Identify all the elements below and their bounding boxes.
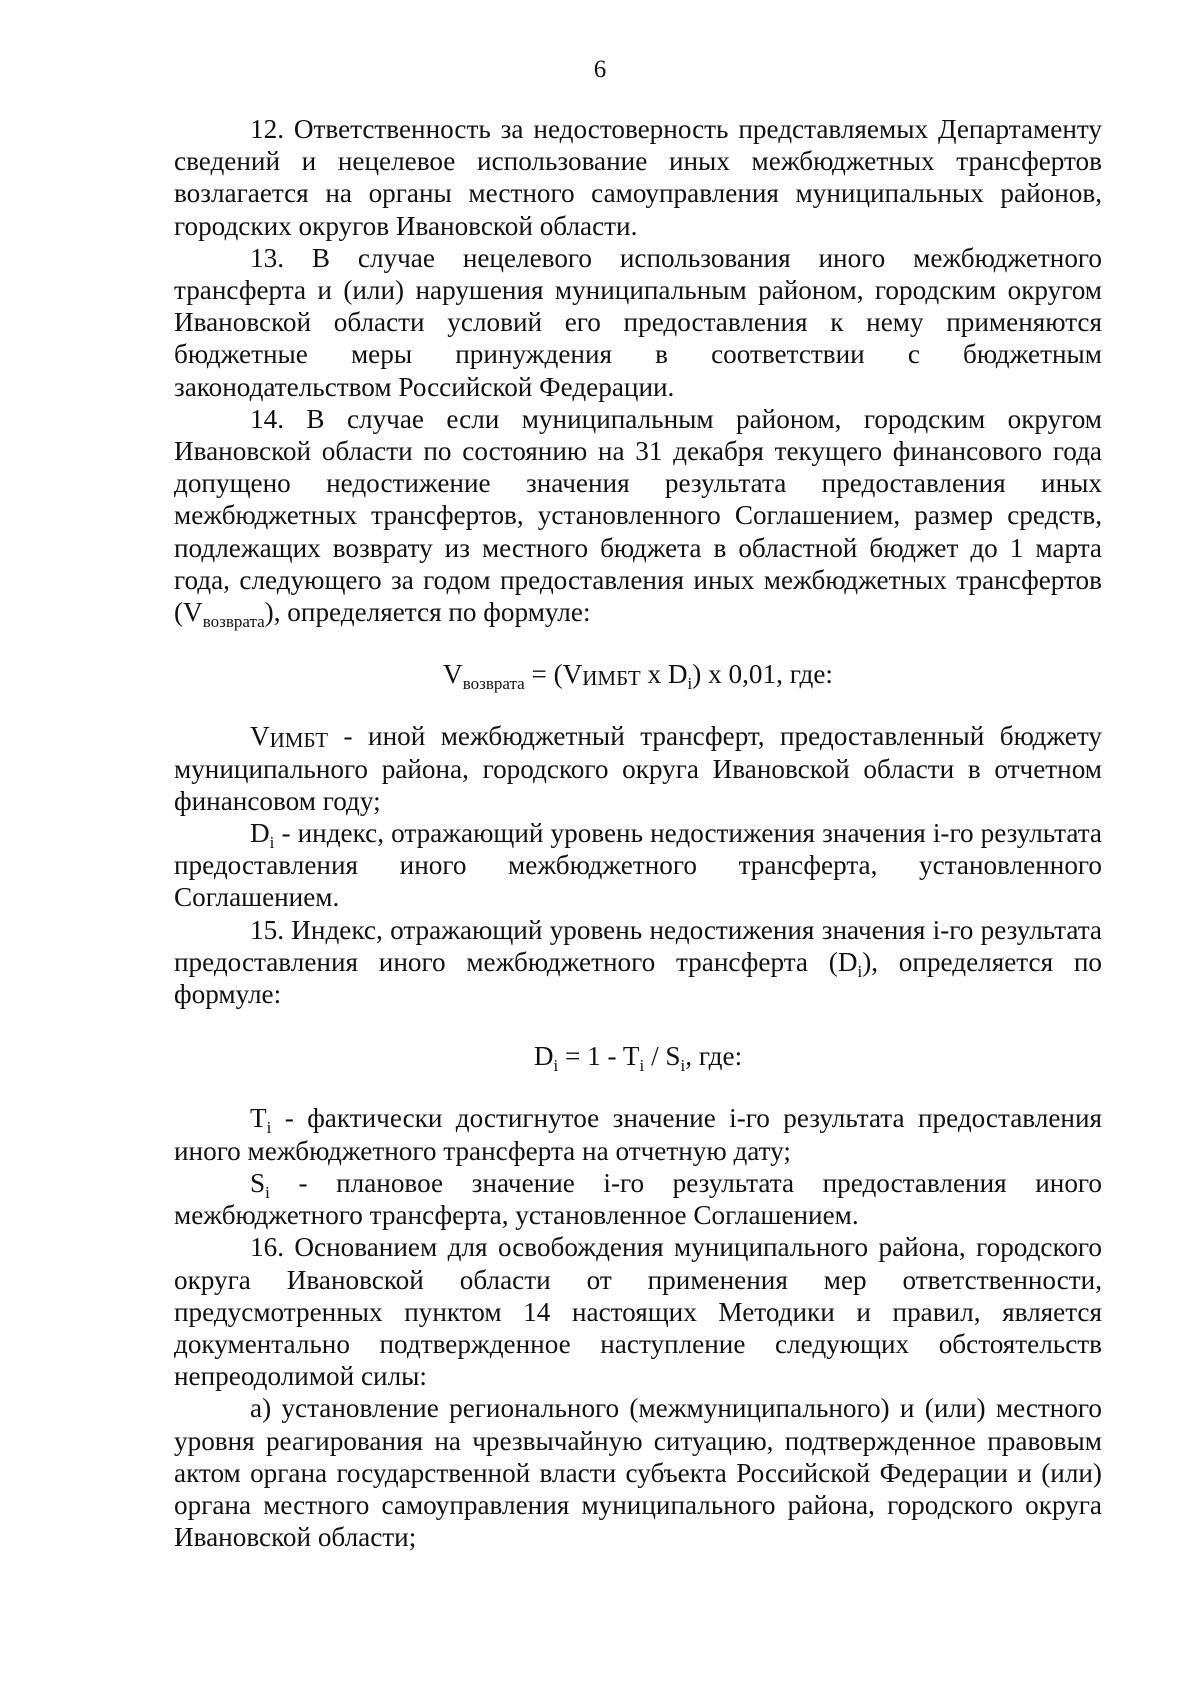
paragraph-14-text: 14. В случае если муниципальным районом, городским округом Ивановской области по состоянию на 31 декабря текущего финансового года допущено недостижение значения результата предоставления иных межбюджетных трансфертов, установленного Соглашением, размер средств, подлежащих возврату из местного бюджета в областной бюджет до 1 марта года, следующего за годом предоставления иных межбюджетных трансфертов (V <box>174 403 1102 628</box>
formula-2-d: D <box>533 1041 554 1072</box>
formula-1-v-subscript: возврата <box>462 674 525 694</box>
formula-2-mid-1: = 1 - T <box>558 1041 640 1072</box>
definition-t-i <box>174 1102 1102 1166</box>
definition-v-text: - иной межбюджетный трансферт, предоставленный бюджету муниципального района, городского округа Ивановской области в отчетном финансовом году; <box>174 721 1102 816</box>
definition-d-i <box>174 817 1102 914</box>
formula-index <box>174 1040 1102 1076</box>
definition-v-subscript: ИМБТ <box>269 728 329 753</box>
paragraph-14-subscript: возврата <box>202 612 265 632</box>
definition-t-text: - фактически достигнутое значение i-го результата предоставления иного межбюджетного трансферта на отчетную дату; <box>174 1103 1102 1166</box>
formula-2-s-subscript: i <box>680 1056 686 1076</box>
formula-1-i-subscript: i <box>687 674 693 694</box>
definition-s-i <box>174 1167 1102 1231</box>
document-body <box>174 113 1102 1553</box>
definition-t-subscript: i <box>266 1118 272 1138</box>
paragraph-16-a: а) установление регионального (межмуниципального) и (или) местного уровня реагирования на чрезвычайную ситуацию, подтвержденное правовым актом органа государственной власти субъекта Российской Федерации и (или) органа местного самоуправления муниципального района, городского округа Ивановской области; <box>174 1393 1102 1553</box>
formula-1-mid: x D <box>640 659 688 690</box>
definition-v-symbol: V <box>250 721 270 752</box>
definition-d-symbol: D <box>250 818 270 849</box>
definition-d-text: - индекс, отражающий уровень недостижения значения i-го результата предоставления иного межбюджетного трансферта, установленного Соглашением. <box>174 818 1102 913</box>
definition-v-imbt <box>174 720 1102 817</box>
formula-1-equals: = (V <box>524 659 583 690</box>
page-number: 6 <box>593 56 607 83</box>
formula-1-v: V <box>443 659 463 690</box>
formula-2-mid-2: / S <box>644 1041 681 1072</box>
paragraph-12: 12. Ответственность за недостоверность представляемых Департаменту сведений и нецелевое использование иных межбюджетных трансфертов возлагается на органы местного самоуправления муниципальных районов, городских округов Ивановской области. <box>174 114 1102 241</box>
formula-1-tail: ) x 0,01, где: <box>692 659 833 690</box>
paragraph-14 <box>174 403 1102 632</box>
formula-2-t-subscript: i <box>639 1056 645 1076</box>
definition-s-symbol: S <box>250 1167 266 1198</box>
paragraph-16: 16. Основанием для освобождения муниципального района, городского округа Ивановской области от применения мер ответственности, предусмотренных пунктом 14 настоящих Методики и правил, является документально подтвержденное наступление следующих обстоятельств непреодолимой силы: <box>174 1232 1102 1392</box>
definition-d-subscript: i <box>269 833 275 853</box>
formula-1-imbt-subscript: ИМБТ <box>582 666 641 691</box>
formula-2-tail: , где: <box>685 1041 743 1072</box>
definition-t-symbol: T <box>250 1103 267 1134</box>
definition-s-subscript: i <box>265 1182 270 1202</box>
definition-s-text: - плановое значение i-го результата предоставления иного межбюджетного трансферта, установленное Соглашением. <box>174 1167 1102 1231</box>
paragraph-15 <box>174 914 1102 1011</box>
paragraph-15-text: 15. Индекс, отражающий уровень недостижения значения i-го результата предоставления иного межбюджетного трансферта (D <box>174 914 1102 977</box>
formula-return-amount <box>174 658 1102 694</box>
paragraph-15-subscript: i <box>857 961 863 981</box>
formula-2-d-subscript: i <box>553 1056 559 1076</box>
paragraph-13: 13. В случае нецелевого использования иного межбюджетного трансферта и (или) нарушения муниципальным районом, городским округом Ивановской области условий его предоставления к нему применяются бюджетные меры принуждения в соответствии с бюджетным законодательством Российской Федерации. <box>174 242 1102 402</box>
paragraph-15-tail: ), определяется по формуле: <box>174 946 1102 1010</box>
paragraph-14-tail: ), определяется по формуле: <box>264 597 591 628</box>
